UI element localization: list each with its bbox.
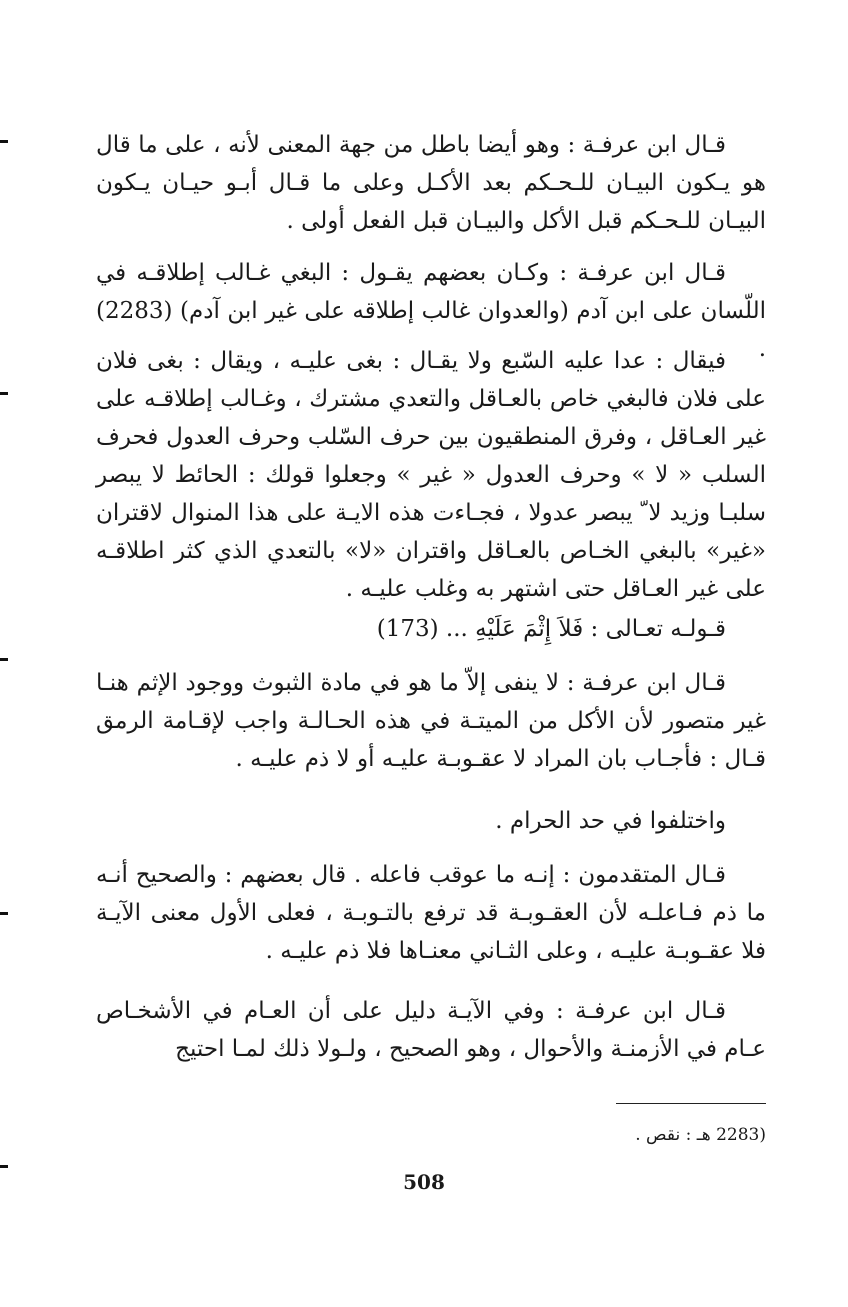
paragraph-text: قـولـه تعـالى : فَلاَ إِثْمَ عَلَيْهِ ... (173) — [376, 616, 726, 642]
paragraph-7 — [96, 856, 766, 970]
paragraph-5 — [96, 664, 766, 778]
paragraph-1 — [96, 126, 766, 240]
paragraph-text: قـال ابن عرفـة : لا ينفى إلاّ ما هو في مادة الثبوث ووجود الإثم هنـا غير متصور لأن الأكل من الميتـة في هذه الحـالـة واجب لإقـامة الرمق قـال : فأجـاب بان المراد لا عقـوبـة عليـه أو لا ذم عليـه . — [96, 670, 766, 772]
paragraph-text: واختلفوا في حد الحرام . — [495, 808, 726, 834]
footnote-divider — [616, 1103, 766, 1104]
footnote: (2283 هـ : نقص . — [635, 1125, 766, 1145]
paragraph-text: قـال ابن عرفـة : وهو أيضا باطل من جهة المعنى لأنه ، على ما قال هو يـكون البيـان للـحـكم بعد الأكـل وعلى ما قـال أبـو حيـان يـكون البيـان للـحـكم قبل الأكل والبيـان قبل الفعل أولى . — [96, 132, 766, 234]
margin-mark — [0, 1165, 8, 1168]
paragraph-text: قـال ابن عرفـة : وكـان بعضهم يقـول : البغي غـالب إطلاقـه في اللّسان على ابن آدم (والعدوان غالب إطلاقه على غير ابن آدم) (2283) . — [96, 260, 766, 362]
paragraph-text: قـال ابن عرفـة : وفي الآيـة دليل على أن العـام في الأشخـاص عـام في الأزمنـة والأحوال ، وهو الصحيح ، ولـولا ذلك لمـا احتيج — [96, 998, 766, 1062]
quranic-verse-heading — [96, 610, 766, 648]
margin-mark — [0, 392, 8, 395]
margin-mark — [0, 140, 8, 143]
paragraph-text: فيقال : عدا عليه السّبع ولا يقـال : بغى عليـه ، ويقال : بغى فلان على فلان فالبغي خاص بالعـاقل والتعدي مشترك ، وغـالب إطلاقـه على غير العـاقل ، وفرق المنطقيون بين حرف السّلب وحرف العدول فحرف السلب « لا » وحرف العدول « غير » وجعلوا قولك : الحائط لا يبصر سلبـا وزيد لا ّ يبصر عدولا ، فجـاءت هذه الايـة على هذا المنوال لاقتران «غير» بالبغي الخـاص بالعـاقل واقتران «لا» بالتعدي الذي كثر اطلاقـه على غير العـاقل حتى اشتهر به وغلب عليـه . — [96, 348, 766, 602]
margin-mark — [0, 912, 8, 915]
page-number: 508 — [403, 1170, 445, 1194]
margin-mark — [0, 658, 8, 661]
paragraph-3 — [96, 342, 766, 608]
paragraph-8 — [96, 992, 766, 1068]
paragraph-6 — [96, 802, 766, 840]
paragraph-text: قـال المتقدمون : إنـه ما عوقب فاعله . قال بعضهم : والصحيح أنـه ما ذم فـاعلـه لأن العقـوبـة قد ترفع بالتـوبـة ، فعلى الأول معنى الآيـة فلا عقـوبـة عليـه ، وعلى الثـاني معنـاها فلا ذم عليـه . — [96, 862, 766, 964]
